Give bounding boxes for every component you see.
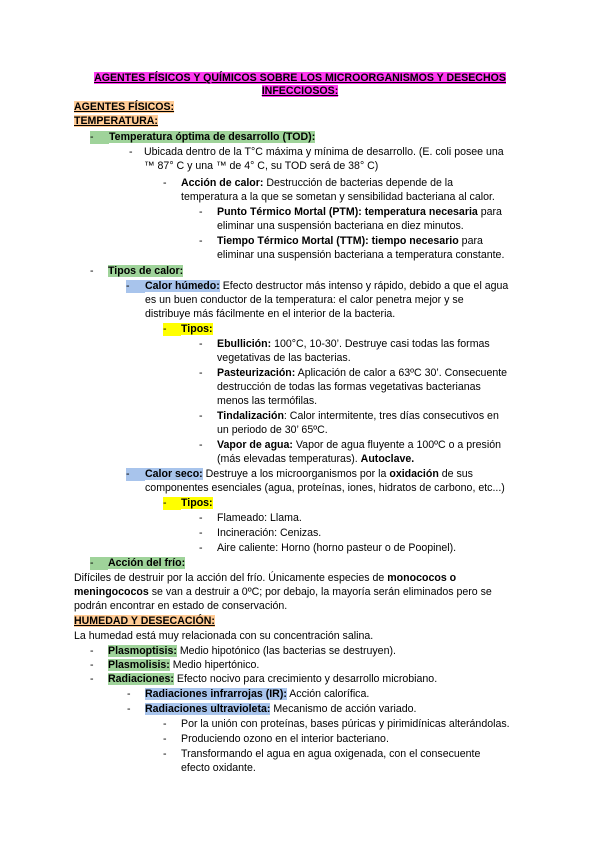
calor-seco-text-end: de sus (438, 468, 473, 480)
dash-marker: - (199, 512, 203, 524)
frio-heading (108, 557, 185, 570)
uv-point-2: Produciendo ozono en el interior bacteriano. (181, 733, 389, 745)
flameado-item: Flameado: Llama. (217, 512, 302, 524)
dash-marker: - (163, 177, 167, 189)
calor-humedo-line-1 (145, 280, 508, 293)
dash-marker: - (163, 748, 167, 760)
frio-monococos: monococos o (387, 572, 457, 584)
tipos-calor-heading (108, 265, 183, 278)
tindalizacion-line-2: un periodo de 30’ 65ºC. (217, 424, 328, 436)
plasmoptisis-item (108, 645, 396, 658)
tipos-seco-heading (181, 497, 213, 510)
ebullicion-label: Ebullición: (217, 338, 272, 350)
ttm-text: para (458, 235, 483, 247)
vapor-line-2 (217, 453, 414, 466)
dash-marker: - (90, 645, 94, 657)
tod-heading (109, 131, 315, 144)
dash-marker: - (199, 527, 203, 539)
tindalizacion-text: : Calor intermitente, tres días consecutivos en (283, 410, 499, 422)
dash-marker: - (163, 323, 181, 336)
tod-line-2: ™ 87° C y una ™ de 4° C, su TOD será de 38° C) (144, 160, 379, 172)
aire-caliente-item: Aire caliente: Horno (horno pasteur o de Poopinel). (217, 542, 457, 554)
dash-marker: - (199, 206, 203, 218)
tipos-seco-label: Tipos: (181, 497, 213, 509)
pasteurizacion-text: Aplicación de calor a 63ºC 30’. Consecuente (295, 367, 508, 379)
section-humedad-text: HUMEDAD Y DESECACIÓN: (74, 615, 215, 627)
section-temperatura (74, 115, 158, 128)
radiaciones-text: Efecto nocivo para crecimiento y desarrollo microbiano. (173, 673, 438, 685)
dash-marker: - (90, 265, 94, 277)
humedad-line-1: La humedad está muy relacionada con su concentración salina. (74, 630, 374, 642)
vapor-text: Vapor de agua fluyente a 100ºC o a presión (292, 439, 501, 451)
pasteurizacion-line-1 (217, 367, 507, 380)
calor-humedo-text: Efecto destructor más intenso y rápido, debido a que el agua (219, 280, 509, 292)
doc-title-line-2 (0, 85, 600, 98)
calor-seco-text: Destruye a los microorganismos por la (202, 468, 390, 480)
uv-label: Radiaciones ultravioleta: (145, 703, 271, 715)
vapor-label: Vapor de agua: (217, 439, 293, 451)
accion-calor-text: Destrucción de bacterias depende de la (263, 177, 454, 189)
frio-meningococos: meningococos (74, 586, 149, 598)
dash-marker: - (90, 673, 94, 685)
section-temperatura-text: TEMPERATURA: (74, 115, 158, 127)
dash-marker: - (90, 659, 94, 671)
calor-humedo-line-3: distribuye más fácilmente en el interior de la bacteria. (145, 308, 396, 320)
radiaciones-label: Radiaciones: (108, 673, 174, 685)
frio-text-1: Difíciles de destruir por la acción del frío. Únicamente especies de (74, 572, 388, 584)
dash-marker: - (90, 557, 108, 570)
tipos-humedo-label: Tipos: (181, 323, 213, 335)
uv-point-3-cont: efecto oxidante. (181, 762, 256, 774)
ebullicion-text: 100°C, 10-30’. Destruye casi todas las formas (271, 338, 490, 350)
ptm-line-2: eliminar una suspensión bacteriana en diez minutos. (217, 220, 464, 232)
calor-seco-label: Calor seco: (145, 468, 203, 480)
section-agentes-fisicos (74, 101, 174, 114)
accion-calor-label: Acción de calor: (181, 177, 264, 189)
tindalizacion-label: Tindalización (217, 410, 284, 422)
incineracion-item: Incineración: Cenizas. (217, 527, 322, 539)
dash-marker: - (199, 338, 203, 350)
dash-marker: - (126, 280, 145, 293)
frio-line-2 (74, 586, 492, 599)
uv-point-3: Transformando el agua en agua oxigenada, con el consecuente (181, 748, 481, 760)
calor-humedo-label: Calor húmedo: (145, 280, 220, 292)
calor-seco-oxidacion: oxidación (389, 468, 439, 480)
plasmoptisis-text: Medio hipotónico (las bacterias se destruyen). (176, 645, 396, 657)
accion-calor-line-1 (181, 177, 453, 190)
ir-text: Acción calorífica. (286, 688, 370, 700)
ebullicion-line-1 (217, 338, 490, 351)
tipos-humedo-heading (181, 323, 213, 336)
dash-marker: - (129, 146, 133, 158)
tod-line-1: Ubicada dentro de la T°C máxima y mínima de desarrollo. (E. coli posee una (144, 146, 504, 158)
section-agentes-fisicos-text: AGENTES FÍSICOS: (74, 101, 175, 113)
calor-seco-line-1 (145, 468, 473, 481)
section-humedad (74, 615, 215, 628)
ptm-label: Punto Térmico Mortal (PTM): temperatura necesaria (217, 206, 478, 218)
plasmolisis-text: Medio hipertónico. (169, 659, 260, 671)
dash-marker: - (199, 542, 203, 554)
frio-line-3: podrán encontrar en estado de conservación. (74, 600, 288, 612)
ir-item (145, 688, 369, 701)
doc-title-text-1: AGENTES FÍSICOS Y QUÍMICOS SOBRE LOS MICROORGANISMOS Y DESECHOS (94, 72, 506, 84)
uv-item (145, 703, 416, 716)
calor-seco-line-2: componentes esenciales (agua, proteínas, iones, hidratos de carbono, etc...) (145, 482, 505, 494)
dash-marker: - (199, 367, 203, 379)
ebullicion-line-2: vegetativas de las bacterias. (217, 352, 351, 364)
pasteurizacion-line-2: destrucción de todas las formas vegetativas bacterianas (217, 381, 481, 393)
calor-humedo-line-2: es un buen conductor de la temperatura: el calor penetra mejor y se (145, 294, 464, 306)
pasteurizacion-label: Pasteurización: (217, 367, 296, 379)
dash-marker: - (90, 131, 109, 144)
plasmolisis-item (108, 659, 259, 672)
frio-line-1 (74, 572, 456, 585)
dash-marker: - (126, 468, 145, 481)
tod-heading-text: Temperatura óptima de desarrollo (TOD): (109, 131, 316, 143)
dash-marker: - (199, 439, 203, 451)
plasmolisis-label: Plasmolisis: (108, 659, 170, 671)
ir-label: Radiaciones infrarrojas (IR): (145, 688, 287, 700)
dash-marker: - (127, 688, 131, 700)
tindalizacion-line-1 (217, 410, 499, 423)
doc-title-text-2: INFECCIOSOS: (261, 85, 339, 97)
uv-point-1: Por la unión con proteínas, bases púricas y pirimidínicas alterándolas. (181, 718, 510, 730)
accion-calor-line-2: temperatura a la que se sometan y sensibilidad bacteriana al calor. (181, 191, 495, 203)
ptm-text: para (477, 206, 502, 218)
doc-title-line-1 (0, 72, 600, 85)
plasmoptisis-label: Plasmoptisis: (108, 645, 177, 657)
dash-marker: - (199, 235, 203, 247)
dash-marker: - (163, 497, 181, 510)
dash-marker: - (199, 410, 203, 422)
uv-text: Mecanismo de acción variado. (270, 703, 417, 715)
vapor-autoclave: Autoclave. (360, 453, 415, 465)
ptm-line-1 (217, 206, 502, 219)
dash-marker: - (163, 733, 167, 745)
ttm-line-2: eliminar una suspensión bacteriana a temperatura constante. (217, 249, 505, 261)
frio-heading-text: Acción del frío: (108, 557, 186, 569)
ttm-label: Tiempo Térmico Mortal (TTM): tiempo necesario (217, 235, 459, 247)
vapor-line-1 (217, 439, 501, 452)
tipos-calor-heading-text: Tipos de calor: (108, 265, 184, 277)
dash-marker: - (163, 718, 167, 730)
vapor-text-2: (más elevadas temperaturas). (217, 453, 361, 465)
pasteurizacion-line-3: menos las termófilas. (217, 395, 318, 407)
dash-marker: - (127, 703, 131, 715)
radiaciones-item (108, 673, 437, 686)
frio-text-2: se van a destruir a 0ºC; por debajo, la mayoría serán eliminados pero se (148, 586, 492, 598)
ttm-line-1 (217, 235, 483, 248)
